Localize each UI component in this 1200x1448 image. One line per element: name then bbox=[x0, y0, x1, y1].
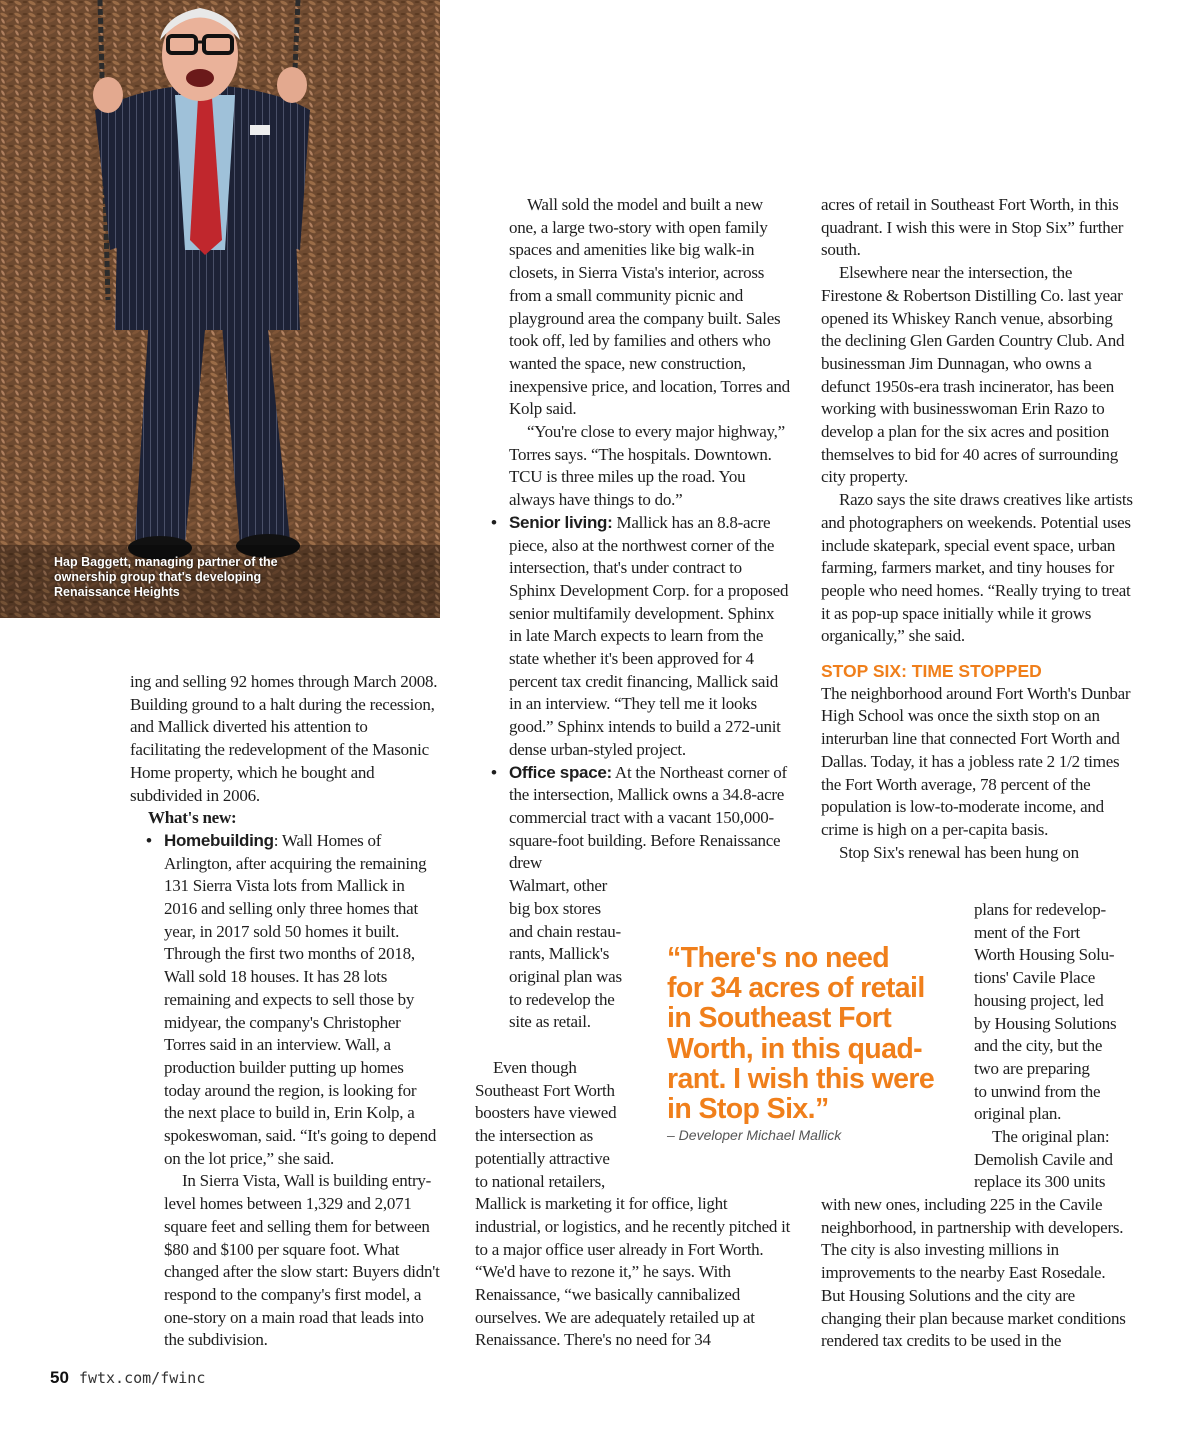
pull-quote-line: Worth, in this quad- bbox=[667, 1032, 923, 1065]
bullet-text: At the Northeast corner of the intersection, Mallick owns a 34.8-acre commercial tract with a vacant 150,000-square-foot building. Before Renaissance drew bbox=[509, 762, 787, 873]
text-line: big box stores bbox=[509, 898, 601, 918]
text-line: to redevelop the bbox=[509, 989, 615, 1009]
section-heading: STOP SIX: TIME STOPPED bbox=[821, 661, 1042, 682]
text-line: rants, Mallick's bbox=[509, 944, 610, 964]
paragraph: Elsewhere near the intersection, the Firestone & Robertson Distilling Co. last year opened its Whiskey Ranch venue, absorbing the declining Glen Garden Country Club. And businessman Jim Dunnagan, who owns a defunct 1950s-era trash incinerator, has been working with businesswoman Erin Razo to develop a plan for the six acres and position themselves to bid for 40 acres of surrounding city property. bbox=[821, 263, 1125, 487]
text-line: Worth Housing Solu- bbox=[974, 945, 1115, 965]
subheading-whats-new: What's new: bbox=[148, 808, 237, 828]
paragraph: The neighborhood around Fort Worth's Dunbar High School was once the sixth stop on an interurban line that connected Fort Worth and Dallas. Today, it has a jobless rate 2 1/2 times the Fort Worth average, 78 percent of the population is low-to-moderate income, and crime is high on a per-capita basis. bbox=[821, 683, 1131, 839]
bullet-office-space bbox=[491, 762, 791, 876]
bullet-dot: • bbox=[491, 512, 497, 532]
text-line: by Housing Solutions bbox=[974, 1013, 1117, 1033]
bullet-paragraph bbox=[146, 830, 440, 1171]
bullet-label: Homebuilding bbox=[164, 830, 274, 850]
column-3-lower bbox=[821, 1194, 1133, 1353]
text-line: replace its 300 units bbox=[974, 1172, 1106, 1192]
pull-quote-line: rant. I wish this were bbox=[667, 1062, 935, 1095]
text-line: to national retailers, bbox=[475, 1171, 605, 1191]
bullet-label: Senior living: bbox=[509, 512, 613, 532]
paragraph: Stop Six's renewal has been hung on bbox=[839, 842, 1079, 862]
column-1 bbox=[130, 671, 440, 1352]
paragraph: Mallick is marketing it for office, light industrial, or logistics, and he recently pitched it to a major office user already in Fort Worth. “We'd have to rezone it,” he says. With Renaissance, “we basically cannibalized ourselves. We are adequately retailed up at Renaissance. There's no need for 34 bbox=[475, 1194, 791, 1350]
pull-quote-attribution: – Developer Michael Mallick bbox=[667, 1127, 842, 1143]
pull-quote-line: “There's no need bbox=[667, 942, 890, 974]
text-line: original plan was bbox=[509, 966, 622, 986]
text-line: housing project, led bbox=[974, 990, 1104, 1010]
column-3-narrow bbox=[974, 899, 1134, 1194]
text-line: boosters have viewed bbox=[475, 1103, 617, 1123]
bullet-text: Mallick has an 8.8-acre piece, also at the northwest corner of the intersection, that's under contract to Sphinx Development Corp. for a proposed senior multifamily development. Sphinx in late March expects to learn from the state whether it's been approved for 4 percent tax credit financing, Mallick said in an interview. “They tell me it looks good.” Sphinx intends to build a 272-unit dense urban-styled project. bbox=[509, 512, 789, 759]
page-number: 50 bbox=[50, 1368, 69, 1387]
paragraph: In Sierra Vista, Wall is building entry-level homes between 1,329 and 2,071 square feet and selling them for between $80 and $100 per square foot. What changed after the slow start: Buyers didn't respond to the company's first model, a one-story on a main road that leads into the subdivision. bbox=[164, 1171, 440, 1350]
text-line: ment of the Fort bbox=[974, 922, 1081, 942]
bullet-text: : Wall Homes of Arlington, after acquiring the remaining 131 Sierra Vista lots from Mallick in 2016 and selling only three homes that year, in 2017 sold 50 homes it built. Through the first two months of 2018, Wall sold 18 houses. It has 28 lots remaining and expects to sell those by midyear, the company's Christopher Torres said in an interview. Wall, a production builder putting up homes today around the region, is looking for the next place to build in, Erin Kolp, a spokeswoman, said. “It's going to depend on the lot price,” she said. bbox=[164, 830, 437, 1168]
bullet-dot: • bbox=[491, 762, 497, 782]
paragraph: “You're close to every major highway,” Torres says. “The hospitals. Downtown. TCU is three miles up the road. You always have things to do.” bbox=[509, 422, 785, 510]
text-line: Even though bbox=[493, 1058, 577, 1077]
text-line: and chain restau- bbox=[509, 921, 621, 941]
bullet-label: Office space: bbox=[509, 762, 612, 782]
text-line: and the city, but the bbox=[974, 1036, 1103, 1056]
bullet-senior-living bbox=[491, 512, 791, 762]
bullet-dot: • bbox=[146, 830, 152, 850]
text-line: plans for redevelop- bbox=[974, 900, 1106, 919]
pull-quote-line: for 34 acres of retail bbox=[667, 972, 925, 1005]
text-line: potentially attractive bbox=[475, 1148, 610, 1168]
pull-quote-line: in Stop Six.” bbox=[667, 1093, 829, 1126]
page-footer bbox=[50, 1368, 205, 1388]
text-line: The original plan: bbox=[992, 1127, 1110, 1147]
paragraph: ing and selling 92 homes through March 2008. Building ground to a halt during the recession, and Mallick diverted his attention to facilitating the redevelopment of the Masonic Home property, which he bought and subdivided in 2006. bbox=[130, 672, 438, 805]
paragraph: Wall sold the model and built a new one, a large two-story with open family spaces and amenities like big walk-in closets, in Sierra Vista's interior, across from a small community picnic and playground area the company built. Sales took off, led by families and others who wanted the space, new construction, inexpensive price, and location, Torres and Kolp said. bbox=[509, 195, 790, 419]
text-line: to unwind from the bbox=[974, 1081, 1101, 1101]
paragraph: acres of retail in Southeast Fort Worth, in this quadrant. I wish this were in Stop Six” further south. bbox=[821, 195, 1124, 260]
text-line: Walmart, other bbox=[509, 876, 608, 896]
text-line: original plan. bbox=[974, 1104, 1062, 1124]
paragraph: Razo says the site draws creatives like artists and photographers on weekends. Potential uses include skatepark, special event space, urban farming, farmers market, and tiny houses for people who need homes. “Really trying to treat it as pop-up space initially while it grows organically,” she said. bbox=[821, 490, 1133, 646]
text-line: Demolish Cavile and bbox=[974, 1149, 1113, 1169]
text-line: Southeast Fort Worth bbox=[475, 1080, 615, 1100]
bullet-homebuilding bbox=[146, 830, 440, 1352]
column-3 bbox=[821, 194, 1133, 864]
text-line: two are preparing bbox=[974, 1058, 1090, 1078]
column-2 bbox=[491, 194, 791, 1034]
photo-caption: Hap Baggett, managing partner of the ownership group that's developing Renaissance Heights bbox=[54, 555, 278, 599]
feature-photo bbox=[0, 0, 440, 618]
pull-quote-line: in Southeast Fort bbox=[667, 1002, 892, 1035]
footer-url[interactable]: fwtx.com/fwinc bbox=[78, 1369, 206, 1387]
text-line: site as retail. bbox=[509, 1012, 591, 1032]
pull-quote bbox=[667, 943, 957, 1124]
text-line: tions' Cavile Place bbox=[974, 968, 1096, 988]
photo-illustration bbox=[0, 0, 440, 618]
text-line: the intersection as bbox=[475, 1126, 593, 1146]
paragraph: with new ones, including 225 in the Cavile neighborhood, in partnership with developers. The city is also investing millions in improvements to the nearby East Rosedale. But Housing Solutions and the city are changing their plan because market conditions rendered tax credits to be used in the bbox=[821, 1195, 1126, 1351]
